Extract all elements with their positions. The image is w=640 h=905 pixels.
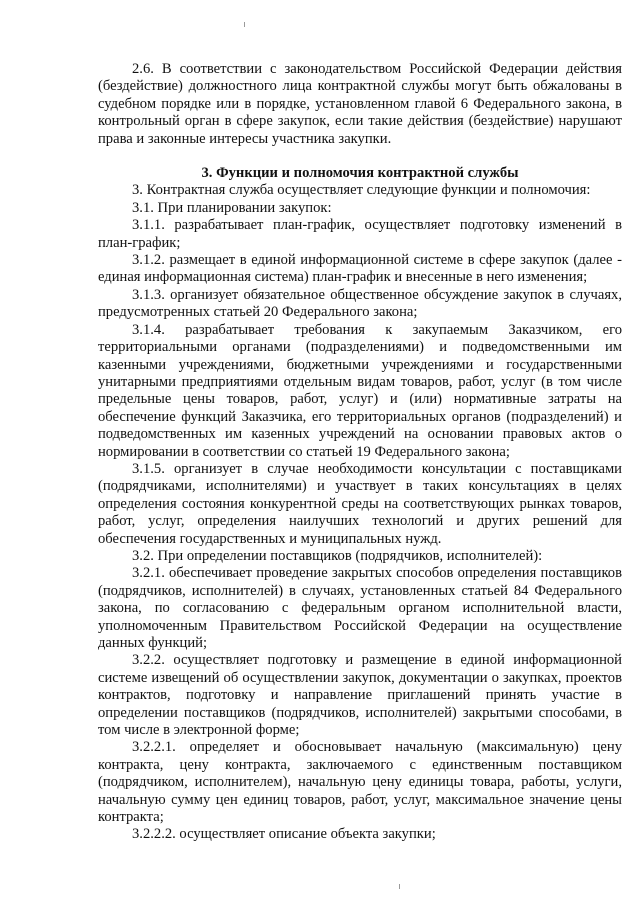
paragraph-3-2-2: 3.2.2. осуществляет подготовку и размещение в единой информационной системе извещений об осуществлении закупок, документации о закупках, проектов контрактов, подготовку и направление приглашений принять участие в определении поставщиков (подрядчиков, исполнителей) закрытыми способами, в том числе в электронной форме; <box>98 652 622 739</box>
document-page <box>98 61 622 844</box>
paragraph-3-2: 3.2. При определении поставщиков (подрядчиков, исполнителей): <box>132 547 543 564</box>
paragraph-3-1-2: 3.1.2. размещает в единой информационной системе в сфере закупок (далее - единая информационная система) план-график и внесенные в него изменения; <box>98 252 622 286</box>
paragraph-3-1-5: 3.1.5. организует в случае необходимости консультации с поставщиками (подрядчиками, исполнителями) и участвует в таких консультациях в целях определения состояния конкурентной среды на соответствующих рынках товаров, работ, услуг, определения наилучших технологий и других решений для обеспечения государственных и муниципальных нужд. <box>98 460 622 547</box>
paragraph-3-2-2-2: 3.2.2.2. осуществляет описание объекта закупки; <box>132 826 436 843</box>
section-spacer <box>98 148 622 165</box>
paragraph-3-1: 3.1. При планировании закупок: <box>132 199 332 216</box>
paragraph-3-1-4: 3.1.4. разрабатывает требования к закупаемым Заказчиком, его территориальными органами (подразделениями) и подведомственными им казенными учреждениями, бюджетными учреждениями и государственными унитарными предприятиями отдельным видам товаров, работ, услуг (в том числе предельные цены товаров, работ, услуг) и (или) нормативные затраты на обеспечение функций Заказчика, его территориальных органов (подразделений) и подведомственных им казенных учреждений на основании правовых актов о нормировании в соответствии со статьей 19 Федерального закона; <box>98 321 622 460</box>
paragraph-3-1-3: 3.1.3. организует обязательное общественное обсуждение закупок в случаях, предусмотренных статьей 20 Федерального закона; <box>98 286 622 321</box>
paragraph-3-2-2-1: 3.2.2.1. определяет и обосновывает начальную (максимальную) цену контракта, цену контракта, заключаемого с единственным поставщиком (подрядчиком, исполнителем), начальную цену единицы товара, работы, услуги, начальную сумму цен единиц товаров, работ, услуг, максимальное значение цены контракта; <box>98 739 622 826</box>
paragraph-3-1-1: 3.1.1. разрабатывает план-график, осуществляет подготовку изменений в план-график; <box>98 217 622 251</box>
section-heading: 3. Функции и полномочия контрактной службы <box>201 165 519 182</box>
paragraph-2-6: 2.6. В соответствии с законодательством Российской Федерации действия (бездействие) должностного лица контрактной службы могут быть обжалованы в судебном порядке или в порядке, установленном главой 6 Федерального закона, в контрольный орган в сфере закупок, если такие действия (бездействие) нарушают права и законные интересы участника закупки. <box>98 61 622 147</box>
scan-mark-bottom <box>399 884 400 889</box>
paragraph-3: 3. Контрактная служба осуществляет следующие функции и полномочия: <box>132 182 591 199</box>
paragraph-3-2-1: 3.2.1. обеспечивает проведение закрытых способов определения поставщиков (подрядчиков, исполнителей) в случаях, установленных статьей 84 Федерального закона, по согласованию с федеральным органом исполнительной власти, уполномоченным Правительством Российской Федерации на осуществление данных функций; <box>98 565 622 651</box>
scan-mark-top <box>244 22 245 27</box>
